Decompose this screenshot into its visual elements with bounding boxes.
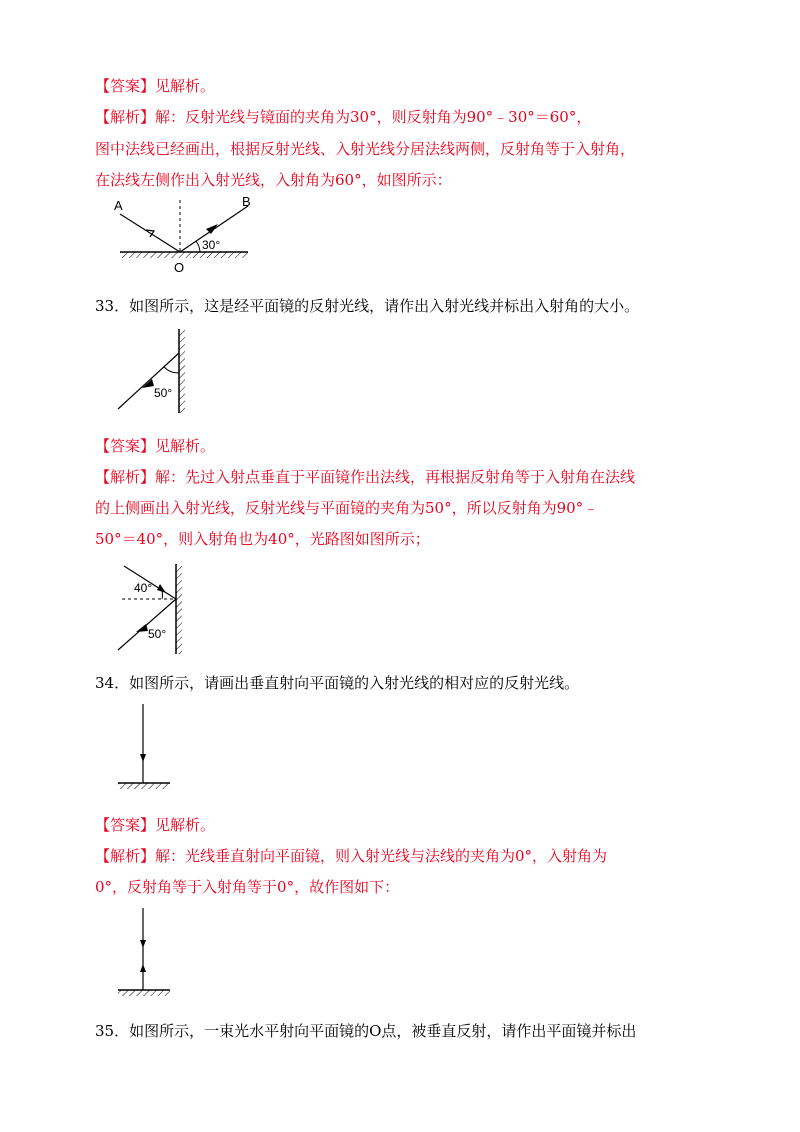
- mirror-hatching: [120, 252, 248, 258]
- reflected-arrow: [140, 964, 146, 972]
- question-33: 33．如图所示，这是经平面镜的反射光线，请作出入射光线并标出入射角的大小。: [95, 297, 640, 315]
- angle-arc: [164, 367, 179, 373]
- reflection-diagram-q33-answer: [112, 558, 198, 658]
- analysis-text: 50°＝40°，则入射角也为40°，光路图如图所示；: [95, 530, 430, 548]
- mirror-hatching: [118, 990, 170, 996]
- incident-ray: [120, 214, 180, 252]
- incident-arrow: [157, 584, 166, 593]
- analysis-text: 在法线左侧作出入射光线，入射角为60°，如图所示：: [95, 171, 452, 189]
- incident-arrow: [140, 754, 146, 762]
- angle-label-bottom: 50°: [148, 627, 167, 641]
- angle-label-top: 40°: [134, 581, 153, 595]
- mirror-hatching: [179, 329, 185, 413]
- reflection-diagram-q33: [112, 325, 196, 417]
- angle-arc: [162, 591, 163, 599]
- reflection-diagram-q32: [108, 194, 256, 276]
- angle-label: 30°: [202, 238, 221, 252]
- answer-label: 【答案】见解析。: [95, 816, 216, 834]
- reflected-ray: [118, 353, 179, 409]
- answer-label: 【答案】见解析。: [95, 437, 216, 455]
- label-o: O: [174, 260, 185, 275]
- question-34: 34．如图所示，请画出垂直射向平面镜的入射光线的相对应的反射光线。: [95, 674, 580, 692]
- angle-label: 50°: [154, 386, 173, 400]
- reflected-arrow: [136, 624, 148, 632]
- analysis-text: 【解析】解：光线垂直射向平面镜，则入射光线与法线的夹角为0°，入射角为: [95, 847, 608, 865]
- question-35: 35．如图所示，一束光水平射向平面镜的O点，被垂直反射，请作出平面镜并标出: [95, 1022, 637, 1040]
- answer-label: 【答案】见解析。: [95, 77, 216, 95]
- reflection-diagram-q34: [110, 700, 180, 796]
- analysis-text: 的上侧画出入射光线，反射光线与平面镜的夹角为50°，所以反射角为90°﹣: [95, 499, 599, 517]
- analysis-text: 0°，反射角等于入射角等于0°，故作图如下：: [95, 878, 400, 896]
- label-b: B: [242, 194, 251, 209]
- analysis-text: 图中法线已经画出，根据反射光线、入射光线分居法线两侧，反射角等于入射角，: [95, 140, 636, 158]
- label-a: A: [114, 198, 123, 213]
- reflected-ray: [118, 599, 176, 650]
- mirror-hatching: [118, 783, 170, 789]
- analysis-text: 【解析】解：先过入射点垂直于平面镜作出法线，再根据反射角等于入射角在法线: [95, 468, 636, 486]
- mirror-hatching: [176, 564, 182, 654]
- reflection-diagram-q34-answer: [110, 902, 180, 998]
- reflected-arrow: [142, 379, 154, 388]
- angle-arc: [196, 241, 200, 252]
- incident-arrow: [140, 940, 146, 948]
- analysis-text: 【解析】解：反射光线与镜面的夹角为30°，则反射角为90°﹣30°＝60°，: [95, 108, 592, 126]
